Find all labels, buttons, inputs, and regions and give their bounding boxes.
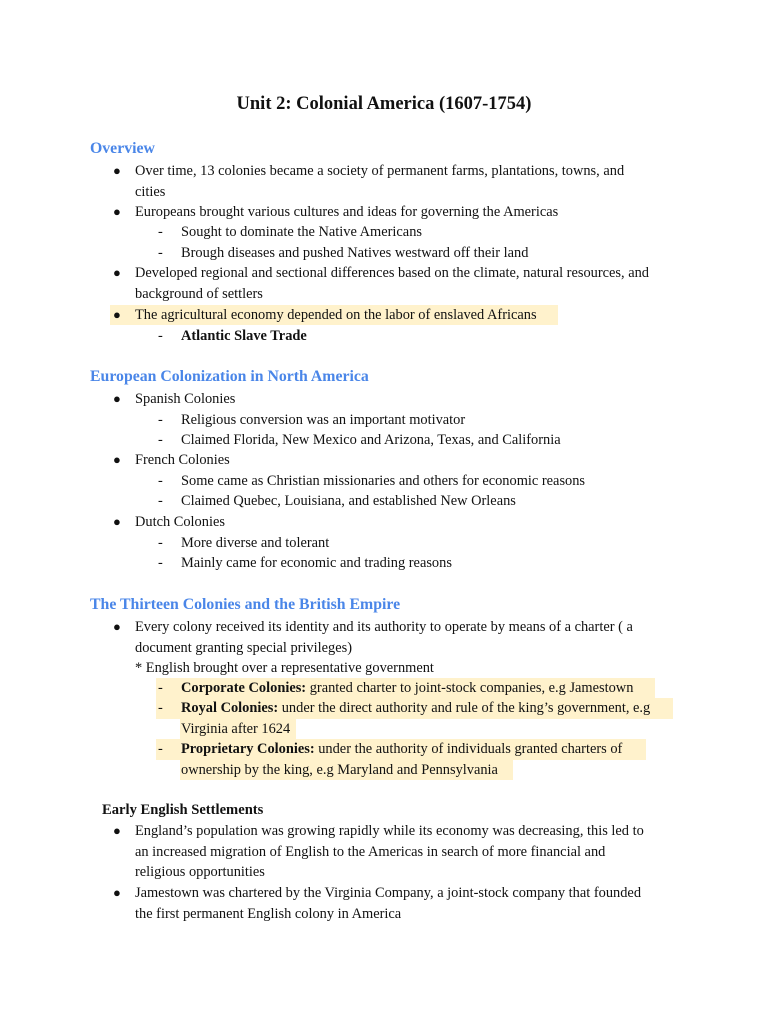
sub-list-item — [156, 533, 686, 554]
list-item-text: religious opportunities — [135, 864, 265, 881]
list-item — [110, 263, 690, 304]
sub-list-item — [156, 678, 686, 699]
sub-list-item — [156, 222, 686, 243]
dash-icon: - — [158, 432, 163, 448]
list-item-text: cities — [135, 183, 166, 200]
dash-icon: - — [158, 680, 163, 696]
list-item — [110, 617, 690, 658]
bullet-icon: ● — [113, 163, 121, 178]
list-item-text: Spanish Colonies — [135, 391, 236, 407]
page-title: Unit 2: Colonial America (1607-1754) — [236, 94, 532, 114]
sub-list-item — [156, 243, 686, 264]
list-item-text: document granting special privileges) — [135, 639, 352, 656]
list-item — [110, 512, 690, 533]
sub-list-item — [156, 430, 686, 451]
list-item-text: England’s population was growing rapidly while its economy was decreasing, this led to — [135, 823, 644, 839]
dash-icon: - — [158, 224, 163, 240]
bullet-icon: ● — [113, 391, 121, 406]
bullet-icon: ● — [113, 823, 121, 838]
list-item-text: French Colonies — [135, 452, 230, 468]
list-item — [110, 161, 690, 202]
dash-icon: - — [158, 328, 163, 344]
sub-list-item — [156, 553, 686, 574]
bullet-icon: ● — [113, 204, 121, 219]
early-settlements-heading: Early English Settlements — [102, 802, 264, 818]
proprietary-label: Proprietary Colonies: — [181, 741, 315, 757]
dash-icon: - — [158, 473, 163, 489]
list-item — [110, 450, 690, 471]
sub-list-item-text: Religious conversion was an important motivator — [181, 412, 466, 428]
dash-icon: - — [158, 412, 163, 428]
bullet-icon: ● — [113, 307, 121, 322]
proprietary-text: under the authority of individuals granted charters of — [314, 741, 623, 757]
list-item-text: background of settlers — [135, 285, 263, 302]
dash-icon: - — [158, 555, 163, 571]
bullet-icon: ● — [113, 514, 121, 529]
list-item-text: Europeans brought various cultures and ideas for governing the Americas — [135, 204, 559, 220]
sub-list-item — [156, 739, 686, 780]
sub-list-item — [156, 698, 686, 739]
dash-icon: - — [158, 245, 163, 261]
list-item-text: Developed regional and sectional differences based on the climate, natural resources, and — [135, 265, 649, 281]
royal-text: under the direct authority and rule of the king’s government, e.g — [278, 700, 651, 716]
list-item-text: an increased migration of English to the Americas in search of more financial and — [135, 843, 606, 860]
dash-icon: - — [158, 741, 163, 757]
sub-list-item-text: Brough diseases and pushed Natives westward off their land — [181, 245, 529, 261]
list-item-text: Every colony received its identity and its authority to operate by means of a charter ( a — [135, 619, 633, 635]
sub-list-item — [156, 471, 686, 492]
sub-list-item-text: Claimed Quebec, Louisiana, and established New Orleans — [181, 493, 516, 509]
sub-list-item-text: Mainly came for economic and trading reasons — [181, 555, 452, 571]
dash-icon: - — [158, 700, 163, 716]
sub-list-item-text: More diverse and tolerant — [181, 535, 330, 551]
list-item-text: the first permanent English colony in America — [135, 905, 402, 922]
list-item — [110, 202, 690, 223]
bullet-icon: ● — [113, 265, 121, 280]
european-heading: European Colonization in North America — [90, 368, 369, 385]
sub-list-item-text: Atlantic Slave Trade — [181, 328, 307, 344]
sub-list-item-text: Some came as Christian missionaries and others for economic reasons — [181, 473, 586, 489]
royal-label: Royal Colonies: — [181, 700, 279, 716]
list-item-text: The agricultural economy depended on the labor of enslaved Africans — [135, 307, 537, 323]
thirteen-colonies-heading: The Thirteen Colonies and the British Empire — [90, 596, 401, 613]
proprietary-text-continued: ownership by the king, e.g Maryland and Pennsylvania — [181, 761, 498, 778]
corporate-text: granted charter to joint-stock companies, e.g Jamestown — [306, 680, 634, 696]
note-text: * English brought over a representative government — [135, 660, 434, 676]
bullet-icon: ● — [113, 885, 121, 900]
sub-list-item — [156, 326, 686, 347]
sub-list-item-text: Claimed Florida, New Mexico and Arizona, Texas, and California — [181, 432, 561, 448]
corporate-label: Corporate Colonies: — [181, 680, 307, 696]
list-item — [110, 883, 690, 924]
list-item — [110, 821, 690, 883]
list-item — [110, 389, 690, 410]
list-item-text: Dutch Colonies — [135, 514, 225, 530]
dash-icon: - — [158, 535, 163, 551]
sub-list-item — [156, 410, 686, 431]
overview-heading: Overview — [90, 140, 155, 157]
list-item-text: Jamestown was chartered by the Virginia Company, a joint-stock company that founded — [135, 885, 642, 901]
royal-text-continued: Virginia after 1624 — [181, 720, 291, 737]
bullet-icon: ● — [113, 619, 121, 634]
sub-list-item-text: Sought to dominate the Native Americans — [181, 224, 422, 240]
bullet-icon: ● — [113, 452, 121, 467]
list-item — [110, 305, 690, 326]
list-item-text: Over time, 13 colonies became a society of permanent farms, plantations, towns, and — [135, 163, 625, 179]
sub-list-item — [156, 491, 686, 512]
dash-icon: - — [158, 493, 163, 509]
